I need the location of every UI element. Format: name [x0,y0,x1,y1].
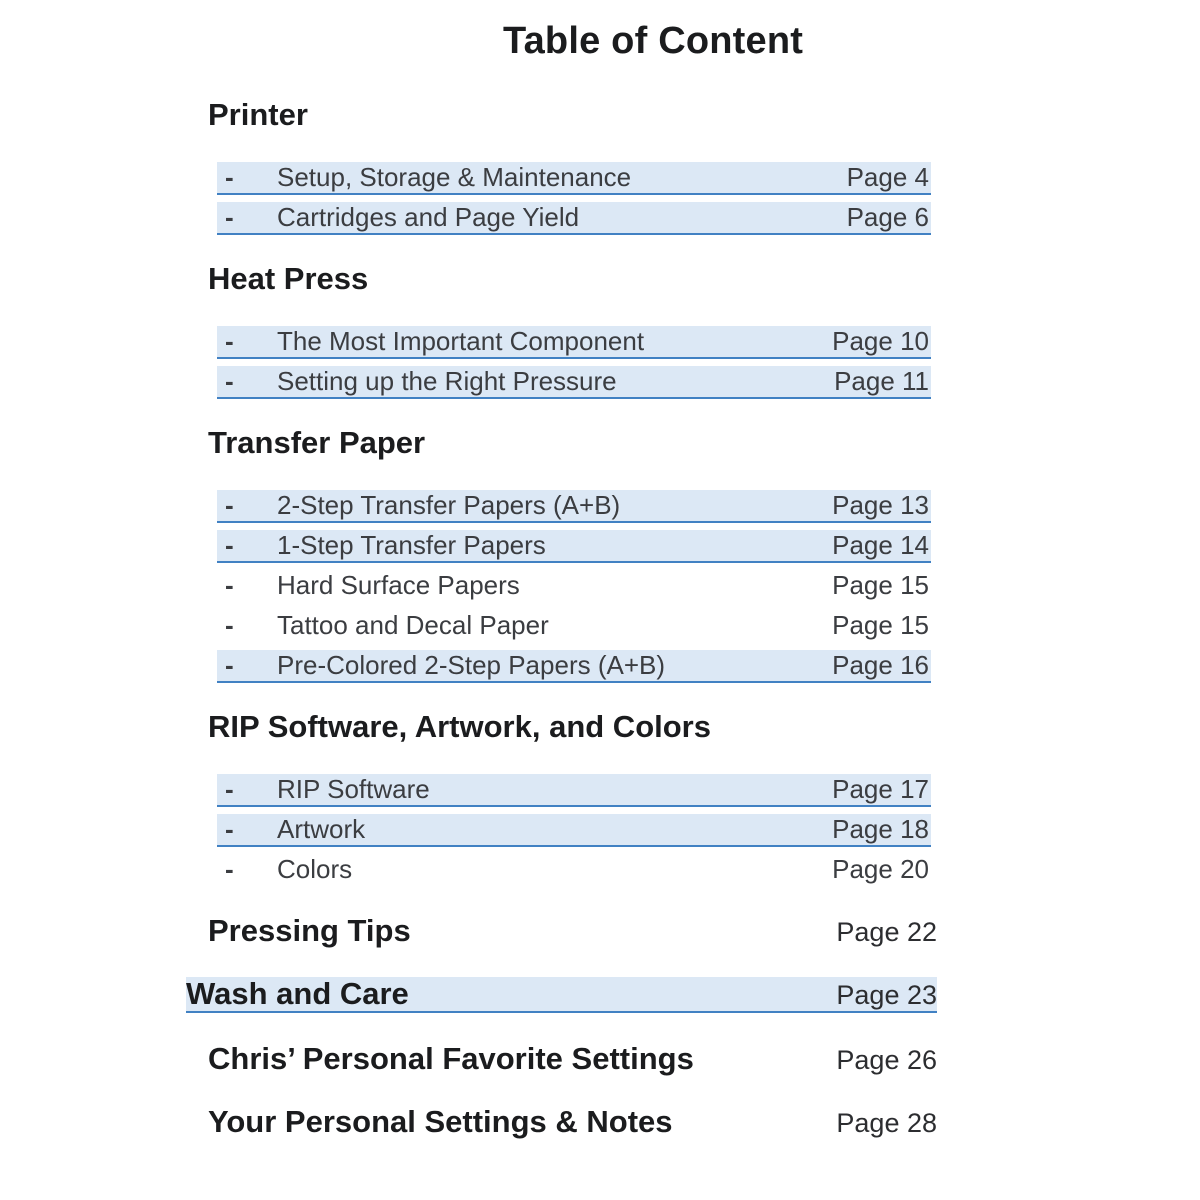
toc-entry[interactable] [217,650,931,683]
section-heading: Printer [208,97,308,132]
dash-bullet: - [225,490,234,520]
toc-heading-page: Page 22 [836,917,937,947]
toc-entry-page: Page 10 [832,326,929,356]
page-title: Table of Content [503,20,804,62]
toc-entry-label: Setup, Storage & Maintenance [277,162,632,192]
toc-entry-page: Page 6 [846,202,929,232]
toc-body [186,0,937,1200]
toc-entry[interactable] [217,490,931,523]
dash-bullet: - [225,610,234,640]
dash-bullet: - [225,774,234,804]
section-heading: Transfer Paper [208,425,426,460]
toc-item-group [186,326,937,399]
toc-entry-label: 2-Step Transfer Papers (A+B) [277,490,621,520]
dash-bullet: - [225,650,234,680]
dash-bullet: - [225,366,234,396]
toc-entry[interactable] [217,326,931,359]
toc-entry-label: Cartridges and Page Yield [277,202,580,232]
toc-item-group [186,162,937,235]
toc-entry-label: Setting up the Right Pressure [277,366,617,396]
toc-entry-page: Page 15 [832,610,929,640]
toc-entry[interactable] [217,202,931,235]
toc-entry-label: Hard Surface Papers [277,570,520,600]
toc-heading-entry [208,1105,937,1139]
dash-bullet: - [225,854,234,884]
toc-heading-entry [208,1042,937,1076]
toc-item-group [186,774,937,885]
toc-heading-page: Page 28 [836,1108,937,1138]
toc-entry-page: Page 11 [834,366,929,396]
toc-heading-page: Page 26 [836,1045,937,1075]
toc-entry-label: Artwork [277,814,366,844]
toc-entry[interactable] [217,162,931,195]
dash-bullet: - [225,570,234,600]
toc-entry [217,854,931,885]
toc-heading-entry[interactable] [186,977,937,1013]
toc-entry-page: Page 18 [832,814,929,844]
section-heading: Heat Press [208,261,369,296]
dash-bullet: - [225,202,234,232]
toc-entry[interactable] [217,530,931,563]
toc-entry-label: The Most Important Component [277,326,645,356]
toc-heading-label: Your Personal Settings & Notes [208,1104,673,1139]
dash-bullet: - [225,530,234,560]
toc-entry-page: Page 20 [832,854,929,884]
toc-entry [217,610,931,641]
toc-entry-page: Page 17 [832,774,929,804]
toc-entry-label: Pre-Colored 2-Step Papers (A+B) [277,650,666,680]
toc-entry-page: Page 4 [846,162,929,192]
toc-entry-label: Tattoo and Decal Paper [277,610,549,640]
toc-entry[interactable] [217,814,931,847]
toc-entry-label: RIP Software [277,774,430,804]
dash-bullet: - [225,326,234,356]
toc-heading-label: Chris’ Personal Favorite Settings [208,1041,694,1076]
section-heading: RIP Software, Artwork, and Colors [208,709,711,744]
toc-entry[interactable] [217,366,931,399]
toc-heading-entry [208,914,937,948]
toc-entry-page: Page 16 [832,650,929,680]
toc-entry-label: 1-Step Transfer Papers [277,530,546,560]
toc-item-group [186,490,937,683]
toc-entry[interactable] [217,774,931,807]
dash-bullet: - [225,814,234,844]
toc-heading-label: Pressing Tips [208,913,411,948]
toc-entry-page: Page 14 [832,530,929,560]
toc-entry-page: Page 15 [832,570,929,600]
toc-entry-page: Page 13 [832,490,929,520]
toc-entry-label: Colors [277,854,353,884]
dash-bullet: - [225,162,234,192]
toc-entry [217,570,931,601]
toc-heading-label: Wash and Care [186,976,409,1011]
toc-heading-page: Page 23 [836,980,937,1010]
